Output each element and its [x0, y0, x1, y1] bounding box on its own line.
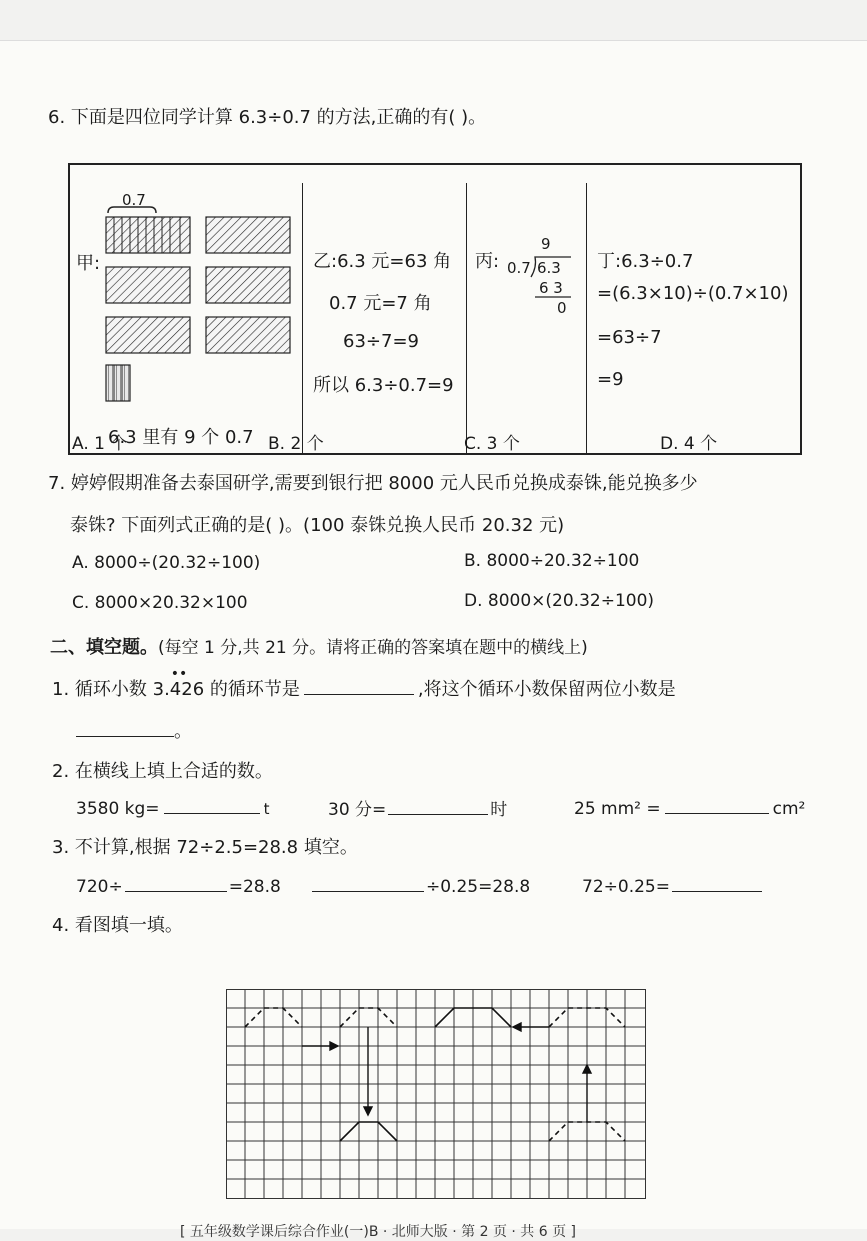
- fill-q2-a-left: 3580 kg=: [76, 799, 160, 819]
- q6-option-c: C. 3 个: [464, 434, 520, 454]
- exam-page: [0, 40, 867, 1240]
- bing-dividend: 6.3: [537, 259, 561, 277]
- q6-option-d: D. 4 个: [660, 434, 718, 454]
- translation-grid-figure: [226, 989, 646, 1199]
- fill-q1-part2: 的循环节是: [204, 679, 300, 700]
- fill-q1-line2: [76, 717, 192, 743]
- fill-q2-b-unit: 时: [490, 800, 508, 820]
- bing-divisor: 0.7: [507, 259, 531, 277]
- fill-q3-a: [76, 873, 281, 897]
- q7-option-a: A. 8000÷(20.32÷100): [72, 553, 261, 573]
- page-footer: [ 五年级数学课后综合作业(一)B · 北师大版 · 第 2 页 · 共 6 页 ]: [180, 1224, 577, 1240]
- jia-strip-diagram: [100, 205, 300, 410]
- fill-q1-end: 。: [174, 721, 192, 742]
- repeating-digits: [169, 666, 205, 700]
- fill-q1: [52, 666, 676, 701]
- fill-q2-stem: 2. 在横线上填上合适的数。: [52, 761, 273, 782]
- q7-stem-line1: 7. 婷婷假期准备去泰国研学,需要到银行把 8000 元人民币兑换成泰铢,能兑换多少: [48, 473, 698, 494]
- q7-option-b: B. 8000÷20.32÷100: [464, 551, 640, 571]
- arrows: [302, 1023, 591, 1122]
- yi-cell: [302, 183, 467, 453]
- fill-q2-b: [328, 795, 507, 820]
- fill-q2-b-left: 30 分=: [328, 800, 387, 820]
- fill-q3-c-blank[interactable]: [672, 873, 762, 892]
- q7-stem-line2: 泰铢? 下面列式正确的是( )。(100 泰铢兑换人民币 20.32 元): [70, 515, 565, 536]
- fill-q3-a-right: =28.8: [228, 877, 281, 897]
- fill-q1-blank-1[interactable]: [304, 676, 414, 695]
- ding-line-1: 丁:6.3÷0.7: [597, 251, 694, 272]
- fill-q2-a-blank[interactable]: [164, 795, 260, 814]
- fill-q3-c-left: 72÷0.25=: [582, 877, 670, 897]
- ding-line-3: =63÷7: [597, 327, 662, 348]
- ding-cell: [586, 183, 800, 453]
- fill-q3-b-blank[interactable]: [312, 873, 424, 892]
- ding-line-4: =9: [597, 369, 624, 390]
- fill-q1-blank-2[interactable]: [76, 718, 174, 737]
- section2-note: (每空 1 分,共 21 分。请将正确的答案填在题中的横线上): [158, 638, 588, 658]
- bing-quotient: 9: [541, 235, 551, 253]
- q7-option-d: D. 8000×(20.32÷100): [464, 591, 655, 611]
- fill-q3-a-left: 720÷: [76, 877, 123, 897]
- bing-division-bracket: [527, 255, 577, 299]
- fill-q3-stem: 3. 不计算,根据 72÷2.5=28.8 填空。: [52, 837, 358, 858]
- yi-line-2: 0.7 元=7 角: [329, 293, 432, 314]
- fill-q2-a-unit: t: [263, 800, 270, 818]
- fill-q4-stem: 4. 看图填一填。: [52, 915, 183, 936]
- fill-q2-c-blank[interactable]: [665, 795, 769, 814]
- fill-q2-a: [76, 795, 269, 819]
- yi-line-1: 乙:6.3 元=63 角: [313, 251, 452, 272]
- repeat-dots: ••: [170, 666, 188, 682]
- fill-q2-b-blank[interactable]: [388, 796, 488, 815]
- fill-q3-a-blank[interactable]: [125, 873, 227, 892]
- q6-methods-table: [68, 163, 802, 455]
- bing-remainder: 0: [557, 299, 567, 317]
- bing-product: 6 3: [539, 279, 563, 297]
- q7-option-c: C. 8000×20.32×100: [72, 593, 248, 613]
- grid-lines: [226, 989, 646, 1199]
- section2-title-text: 二、填空题。: [50, 637, 158, 658]
- section2-title: [50, 633, 588, 659]
- yi-line-3: 63÷7=9: [343, 331, 419, 352]
- bing-label: 丙:: [475, 251, 500, 272]
- q6-option-a: A. 1 个: [72, 434, 128, 454]
- jia-label: 甲:: [76, 253, 101, 274]
- fill-q1-part3: ,将这个循环小数保留两位小数是: [417, 679, 676, 700]
- fill-q1-digits: 426: [169, 679, 205, 700]
- fill-q3-b: [312, 873, 530, 897]
- jia-top-value: 0.7: [122, 191, 146, 209]
- fill-q3-c: [582, 873, 762, 897]
- fill-q2-c-unit: cm²: [772, 799, 806, 819]
- ding-line-2: =(6.3×10)÷(0.7×10): [597, 283, 789, 304]
- bing-cell: [466, 183, 587, 453]
- q6-option-b: B. 2 个: [268, 434, 324, 454]
- fill-q2-c: [574, 795, 805, 819]
- fill-q1-part1: 1. 循环小数 3.: [52, 679, 170, 700]
- yi-line-4: 所以 6.3÷0.7=9: [313, 375, 454, 396]
- jia-caption: 6.3 里有 9 个 0.7: [108, 427, 254, 448]
- fill-q2-c-left: 25 mm² =: [574, 799, 661, 819]
- fill-q3-b-right: ÷0.25=28.8: [426, 877, 531, 897]
- q6-stem: 6. 下面是四位同学计算 6.3÷0.7 的方法,正确的有( )。: [48, 107, 487, 128]
